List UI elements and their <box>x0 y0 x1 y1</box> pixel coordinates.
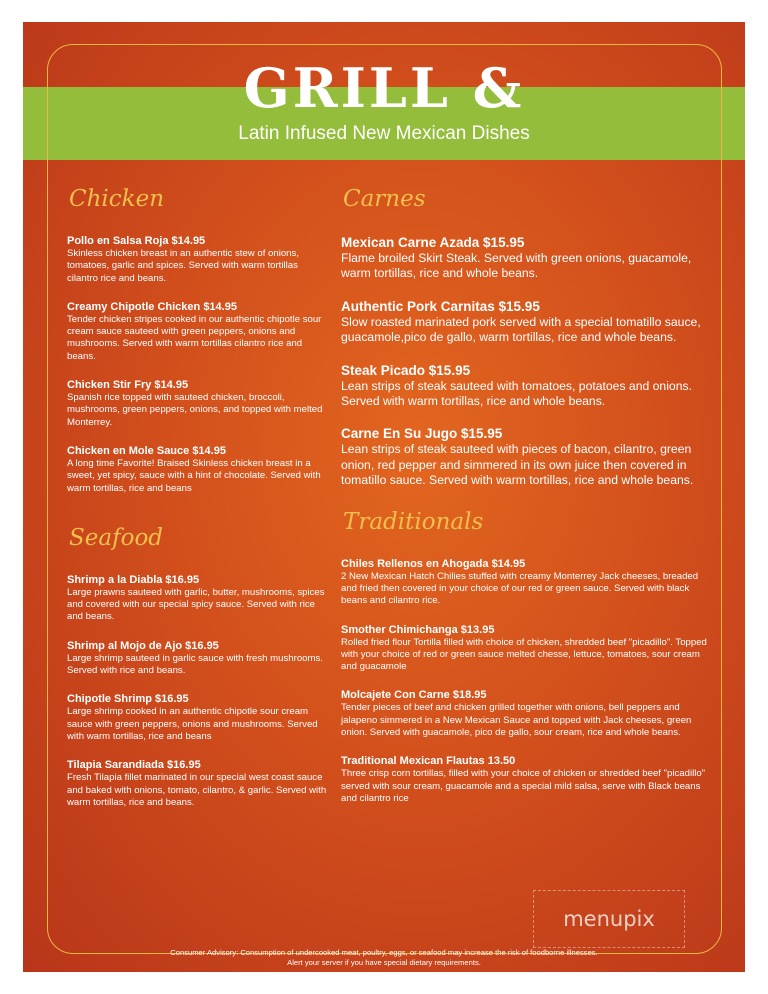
menupix-watermark: menupix <box>533 890 685 948</box>
menu-item <box>67 692 329 743</box>
menu-item <box>67 234 329 285</box>
item-description: Lean strips of steak sauteed with tomatoes, potatoes and onions. Served with warm tortillas, rice and whole beans. <box>341 378 692 409</box>
item-description: Spanish rice topped with sauteed chicken, broccoli, mushrooms, green peppers, onions, and topped with melted Monterrey. <box>67 392 323 428</box>
left-column <box>67 184 329 824</box>
item-name: Steak Picado $15.95 <box>341 362 471 378</box>
menu-page <box>23 22 745 972</box>
menu-item <box>67 300 329 363</box>
item-description: Large prawns sauteed with garlic, butter, mushrooms, spices and covered with our special spicy sauce. Served with rice and beans. <box>67 586 325 623</box>
item-name: Shrimp al Mojo de Ajo $16.95 <box>67 639 219 652</box>
menu-item <box>341 623 711 674</box>
item-description: Large shrimp sauteed in garlic sauce with fresh mushrooms. Served with rice and beans. <box>67 652 323 677</box>
item-description: Lean strips of steak sauteed with pieces of bacon, cilantro, green onion, red pepper and simmered in its own juice then covered in tomatillo sauce. Served with warm tortillas, rice and whole beans. <box>341 442 694 488</box>
item-name: Pollo en Salsa Roja $14.95 <box>67 235 206 247</box>
item-description: Three crisp corn tortillas, filled with your choice of chicken or shredded beef "picadillo" served with sour cream, guacamole and a special mild salsa, serve with Black beans and cilantro rice <box>341 768 706 804</box>
item-name: Chicken Stir Fry $14.95 <box>67 379 189 392</box>
seafood-items <box>67 573 329 809</box>
right-column <box>341 184 711 820</box>
menu-item <box>341 688 711 739</box>
section-title-carnes: Carnes <box>343 186 426 212</box>
item-description: Flame broiled Skirt Steak. Served with green onions, guacamole, warm tortillas, rice and whole beans. <box>341 251 692 281</box>
menu-title: GRILL & <box>243 56 525 120</box>
carnes-items <box>341 234 711 489</box>
item-description: Rolled fried flour Tortilla filled with choice of chicken, shredded beef "picadillo". Topped with your choice of red or green sauce melted chesse, lettuce, tomatoes, sour cream and guacamole <box>341 636 707 673</box>
item-name: Smother Chimichanga $13.95 <box>341 623 495 636</box>
menu-item <box>67 758 329 809</box>
item-description: Tender chicken stripes cooked in our authentic chipotle sour cream sauce sauteed with green peppers, onions and mushrooms. Served with warm tortillas cilantro rice and beans. <box>67 313 322 362</box>
item-name: Chicken en Mole Sauce $14.95 <box>67 444 226 457</box>
item-name: Carne En Su Jugo $15.95 <box>341 426 503 442</box>
menu-item <box>341 557 711 608</box>
menu-item <box>341 754 711 805</box>
section-title-chicken: Chicken <box>69 186 165 212</box>
menu-item <box>67 444 329 495</box>
menu-item <box>341 234 711 282</box>
advisory-line-1: Consumer Advisory: Consumption of undercooked meat, poultry, eggs, or seafood may increase the risk of foodborne illnesses. <box>170 948 598 957</box>
menu-subtitle: Latin Infused New Mexican Dishes <box>238 123 530 144</box>
chicken-items <box>67 234 329 495</box>
item-description: Slow roasted marinated pork served with a special tomatillo sauce, guacamole,pico de gallo, warm tortillas, rice and whole beans. <box>341 314 701 345</box>
traditionals-items <box>341 557 711 806</box>
menu-item <box>67 378 329 429</box>
item-name: Shrimp a la Diabla $16.95 <box>67 573 200 586</box>
menu-item <box>341 425 711 488</box>
item-description: Large shrimp cooked in an authentic chipotle sour cream sauce with green peppers, onions and mushrooms. Served with warm tortillas, rice and beans <box>67 706 318 742</box>
section-title-traditionals: Traditionals <box>343 508 484 535</box>
menu-item <box>341 362 711 410</box>
item-description: A long time Favorite! Braised Skinless chicken breast in a sweet, yet spicy, sauce with a hint of chocolate. Served with warm tortillas, rice and beans <box>67 457 321 494</box>
menu-item <box>341 298 711 346</box>
item-description: Tender pieces of beef and chicken grilled together with onions, bell peppers and jalapeno simmered in a New Mexican Sauce and topped with Jack cheeses, green onion. Served with guacamole, pico de gallo, sour cream, rice and whole beans. <box>341 702 692 739</box>
item-name: Chipotle Shrimp $16.95 <box>67 693 189 706</box>
item-name: Molcajete Con Carne $18.95 <box>341 689 487 702</box>
item-name: Authentic Pork Carnitas $15.95 <box>341 298 540 314</box>
menu-item <box>67 573 329 624</box>
item-name: Creamy Chipotle Chicken $14.95 <box>67 300 237 313</box>
consumer-advisory <box>23 948 745 968</box>
item-name: Mexican Carne Azada $15.95 <box>341 235 525 250</box>
item-description: Skinless chicken breast in an authentic stew of onions, tomatoes, garlic and spices. Served with warm tortillas cilantro rice and beans. <box>67 248 299 284</box>
item-name: Tilapia Sarandiada $16.95 <box>67 759 201 772</box>
item-name: Traditional Mexican Flautas 13.50 <box>341 755 516 768</box>
item-description: Fresh Tilapia fillet marinated in our special west coast sauce and baked with onions, tomato, cilantro, & garlic. Served with warm tortillas, rice and beans. <box>67 772 327 808</box>
item-description: 2 New Mexican Hatch Chilies stuffed with creamy Monterrey Jack cheeses, breaded and fried then covered in your choice of our red or green sauce. Served with black beans and cilantro rice. <box>341 570 699 607</box>
section-title-seafood: Seafood <box>69 524 164 551</box>
item-name: Chiles Rellenos en Ahogada $14.95 <box>341 557 526 570</box>
advisory-line-2: Alert your server if you have special dietary requirements. <box>287 958 481 967</box>
menu-item <box>67 639 329 678</box>
